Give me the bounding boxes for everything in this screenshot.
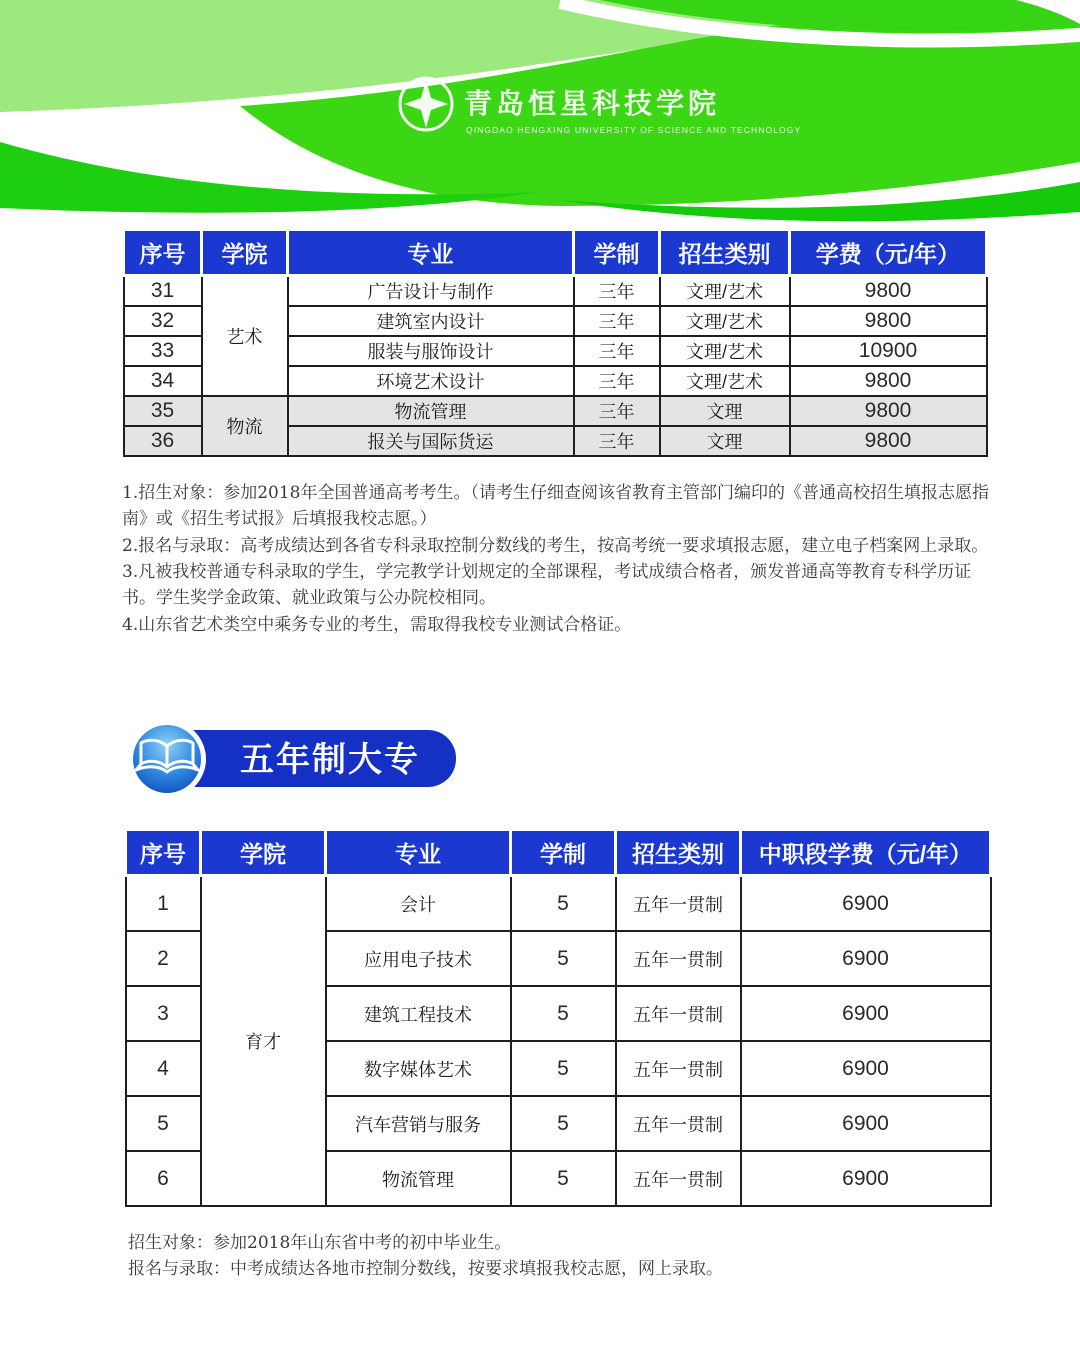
five-year-program-table <box>124 828 992 1207</box>
cell-years: 三年 <box>574 276 660 307</box>
note-line: 4.山东省艺术类空中乘务专业的考生，需取得我校专业测试合格证。 <box>122 614 632 635</box>
admission-notes-3year <box>122 480 990 638</box>
cell-category: 五年一贯制 <box>616 1041 741 1096</box>
cell-years: 5 <box>511 876 616 932</box>
cell-no: 3 <box>126 986 201 1041</box>
five-year-badge <box>112 716 462 802</box>
cell-no: 35 <box>124 396 202 426</box>
cell-category: 文理/艺术 <box>660 336 790 366</box>
col-header-college: 学院 <box>202 230 288 276</box>
cell-category: 五年一贯制 <box>616 931 741 986</box>
cell-major: 汽车营销与服务 <box>326 1096 511 1151</box>
cell-major: 应用电子技术 <box>326 931 511 986</box>
col-header-years: 学制 <box>511 830 616 876</box>
cell-category: 五年一贯制 <box>616 1096 741 1151</box>
cell-years: 三年 <box>574 336 660 366</box>
cell-years: 5 <box>511 1096 616 1151</box>
cell-major: 建筑工程技术 <box>326 986 511 1041</box>
cell-fee: 6900 <box>741 876 991 932</box>
cell-fee: 9800 <box>790 366 987 396</box>
cell-fee: 6900 <box>741 986 991 1041</box>
cell-fee: 9800 <box>790 396 987 426</box>
table2-header-row <box>126 830 991 876</box>
three-year-program-table <box>122 228 988 457</box>
cell-years: 三年 <box>574 366 660 396</box>
cell-years: 三年 <box>574 396 660 426</box>
table-row <box>124 276 987 307</box>
note-line: 3.凡被我校普通专科录取的学生，学完教学计划规定的全部课程，考试成绩合格者，颁发普通高等教育专科学历证书。学生奖学金政策、就业政策与公办院校相同。 <box>122 562 972 609</box>
note-line: 2.报名与录取：高考成绩达到各省专科录取控制分数线的考生，按高考统一要求填报志愿，建立电子档案网上录取。 <box>122 535 989 556</box>
cell-fee: 6900 <box>741 1041 991 1096</box>
cell-years: 5 <box>511 1041 616 1096</box>
cell-years: 5 <box>511 1151 616 1206</box>
cell-category: 文理/艺术 <box>660 306 790 336</box>
cell-no: 2 <box>126 931 201 986</box>
cell-fee: 6900 <box>741 1151 991 1206</box>
cell-years: 5 <box>511 931 616 986</box>
cell-major: 报关与国际货运 <box>288 426 574 456</box>
cell-college-logistics: 物流 <box>202 396 288 456</box>
col-header-category: 招生类别 <box>616 830 741 876</box>
cell-major: 物流管理 <box>326 1151 511 1206</box>
cell-category: 五年一贯制 <box>616 986 741 1041</box>
logo-en-text: QINGDAO HENGXING UNIVERSITY OF SCIENCE AND TECHNOLOGY <box>466 125 802 135</box>
cell-major: 物流管理 <box>288 396 574 426</box>
cell-major: 建筑室内设计 <box>288 306 574 336</box>
note-line: 1.招生对象：参加2018年全国普通高考考生。（请考生仔细查阅该省教育主管部门编印的《普通高校招生填报志愿指南》或《招生考试报》后填报我校志愿。） <box>122 483 989 530</box>
cell-fee: 9800 <box>790 426 987 456</box>
cell-category: 五年一贯制 <box>616 876 741 932</box>
cell-no: 1 <box>126 876 201 932</box>
cell-no: 5 <box>126 1096 201 1151</box>
logo-cn-text: 青岛恒星科技学院 <box>464 88 721 119</box>
note-line: 招生对象：参加2018年山东省中考的初中毕业生。 <box>128 1233 512 1253</box>
cell-category: 文理/艺术 <box>660 366 790 396</box>
col-header-major: 专业 <box>288 230 574 276</box>
cell-major: 会计 <box>326 876 511 932</box>
cell-fee: 10900 <box>790 336 987 366</box>
col-header-years: 学制 <box>574 230 660 276</box>
cell-fee: 9800 <box>790 276 987 307</box>
cell-no: 34 <box>124 366 202 396</box>
table1-header-row <box>124 230 987 276</box>
cell-fee: 6900 <box>741 1096 991 1151</box>
cell-no: 6 <box>126 1151 201 1206</box>
cell-years: 5 <box>511 986 616 1041</box>
table-row <box>124 396 987 426</box>
cell-category: 五年一贯制 <box>616 1151 741 1206</box>
cell-college-yucai: 育才 <box>201 876 326 1207</box>
cell-no: 32 <box>124 306 202 336</box>
cell-major: 环境艺术设计 <box>288 366 574 396</box>
admission-notes-5year <box>128 1230 988 1283</box>
cell-no: 33 <box>124 336 202 366</box>
col-header-no: 序号 <box>124 230 202 276</box>
cell-no: 36 <box>124 426 202 456</box>
cell-fee: 6900 <box>741 931 991 986</box>
table-row <box>126 876 991 932</box>
cell-no: 31 <box>124 276 202 307</box>
cell-years: 三年 <box>574 426 660 456</box>
col-header-no: 序号 <box>126 830 201 876</box>
cell-category: 文理 <box>660 396 790 426</box>
col-header-fee: 中职段学费（元/年） <box>741 830 991 876</box>
col-header-college: 学院 <box>201 830 326 876</box>
cell-no: 4 <box>126 1041 201 1096</box>
badge-label: 五年制大专 <box>240 741 420 779</box>
header-wave-banner <box>0 0 1080 228</box>
cell-major: 服装与服饰设计 <box>288 336 574 366</box>
cell-category: 文理/艺术 <box>660 276 790 307</box>
cell-major: 广告设计与制作 <box>288 276 574 307</box>
cell-fee: 9800 <box>790 306 987 336</box>
col-header-category: 招生类别 <box>660 230 790 276</box>
cell-category: 文理 <box>660 426 790 456</box>
cell-years: 三年 <box>574 306 660 336</box>
cell-college-art: 艺术 <box>202 276 288 397</box>
note-line: 报名与录取：中考成绩达各地市控制分数线，按要求填报我校志愿，网上录取。 <box>128 1259 723 1280</box>
col-header-fee: 学费（元/年） <box>790 230 987 276</box>
col-header-major: 专业 <box>326 830 511 876</box>
cell-major: 数字媒体艺术 <box>326 1041 511 1096</box>
